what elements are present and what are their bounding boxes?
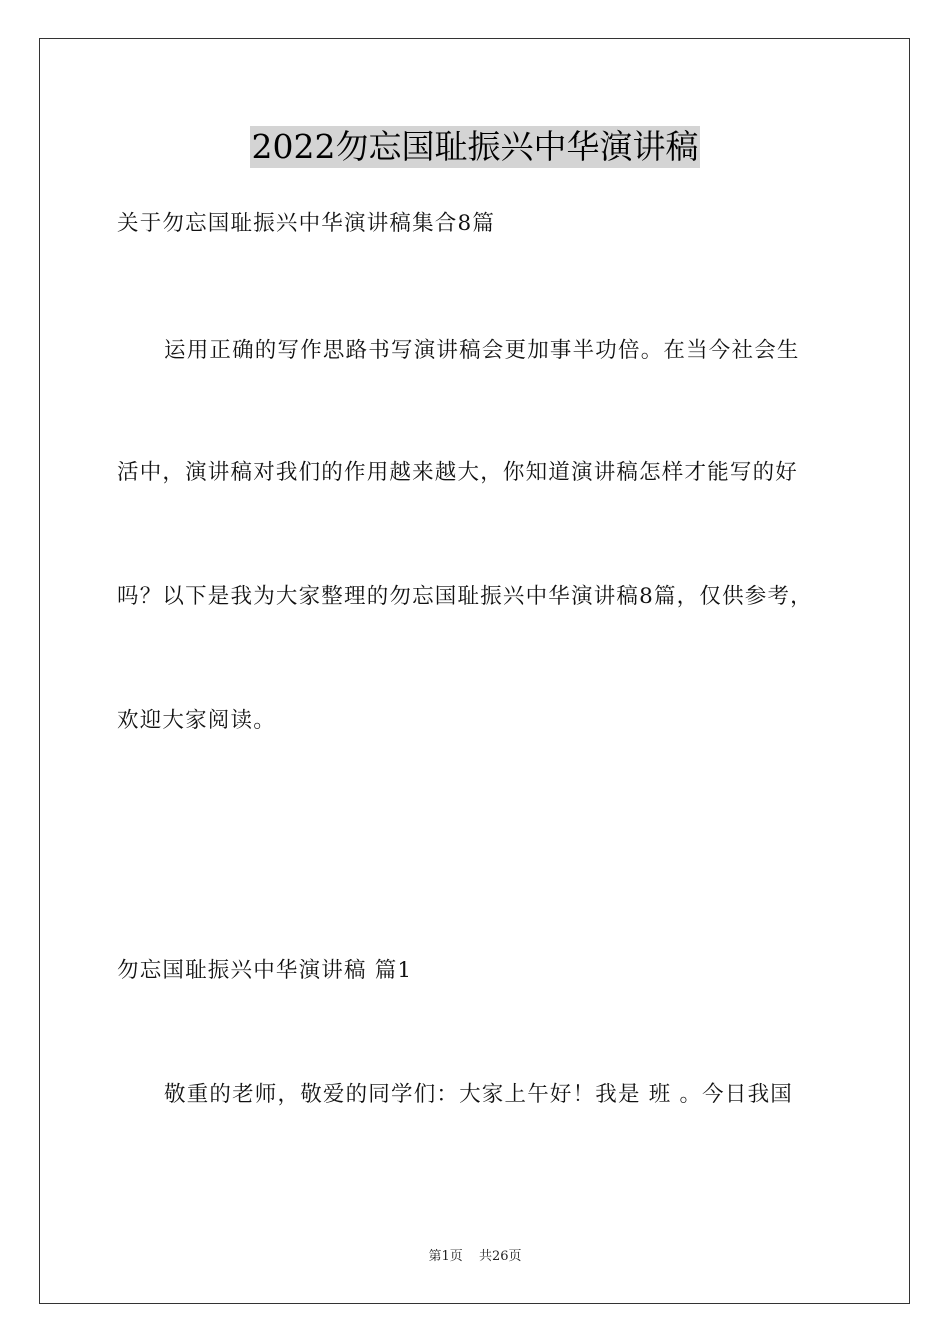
intro-line-1: 运用正确的写作思路书写演讲稿会更加事半功倍。在当今社会生 bbox=[164, 338, 800, 363]
intro-line-4: 欢迎大家阅读。 bbox=[117, 708, 276, 733]
section-heading: 勿忘国耻振兴中华演讲稿 篇1 bbox=[117, 958, 413, 983]
page-number: 第1页 bbox=[428, 1249, 463, 1264]
intro-line-2: 活中，演讲稿对我们的作用越来越大，你知道演讲稿怎样才能写的好 bbox=[117, 460, 799, 485]
page-footer bbox=[0, 1248, 950, 1266]
page-total: 共26页 bbox=[478, 1249, 522, 1264]
document-title: 2022勿忘国耻振兴中华演讲稿 bbox=[251, 127, 699, 166]
document-subtitle: 关于勿忘国耻振兴中华演讲稿集合8篇 bbox=[117, 211, 496, 236]
title-container bbox=[0, 126, 950, 168]
intro-line-3: 吗？以下是我为大家整理的勿忘国耻振兴中华演讲稿8篇，仅供参考， bbox=[117, 584, 813, 609]
section-first-line: 敬重的老师，敬爱的同学们：大家上午好！我是 班 。今日我国 bbox=[164, 1082, 793, 1107]
